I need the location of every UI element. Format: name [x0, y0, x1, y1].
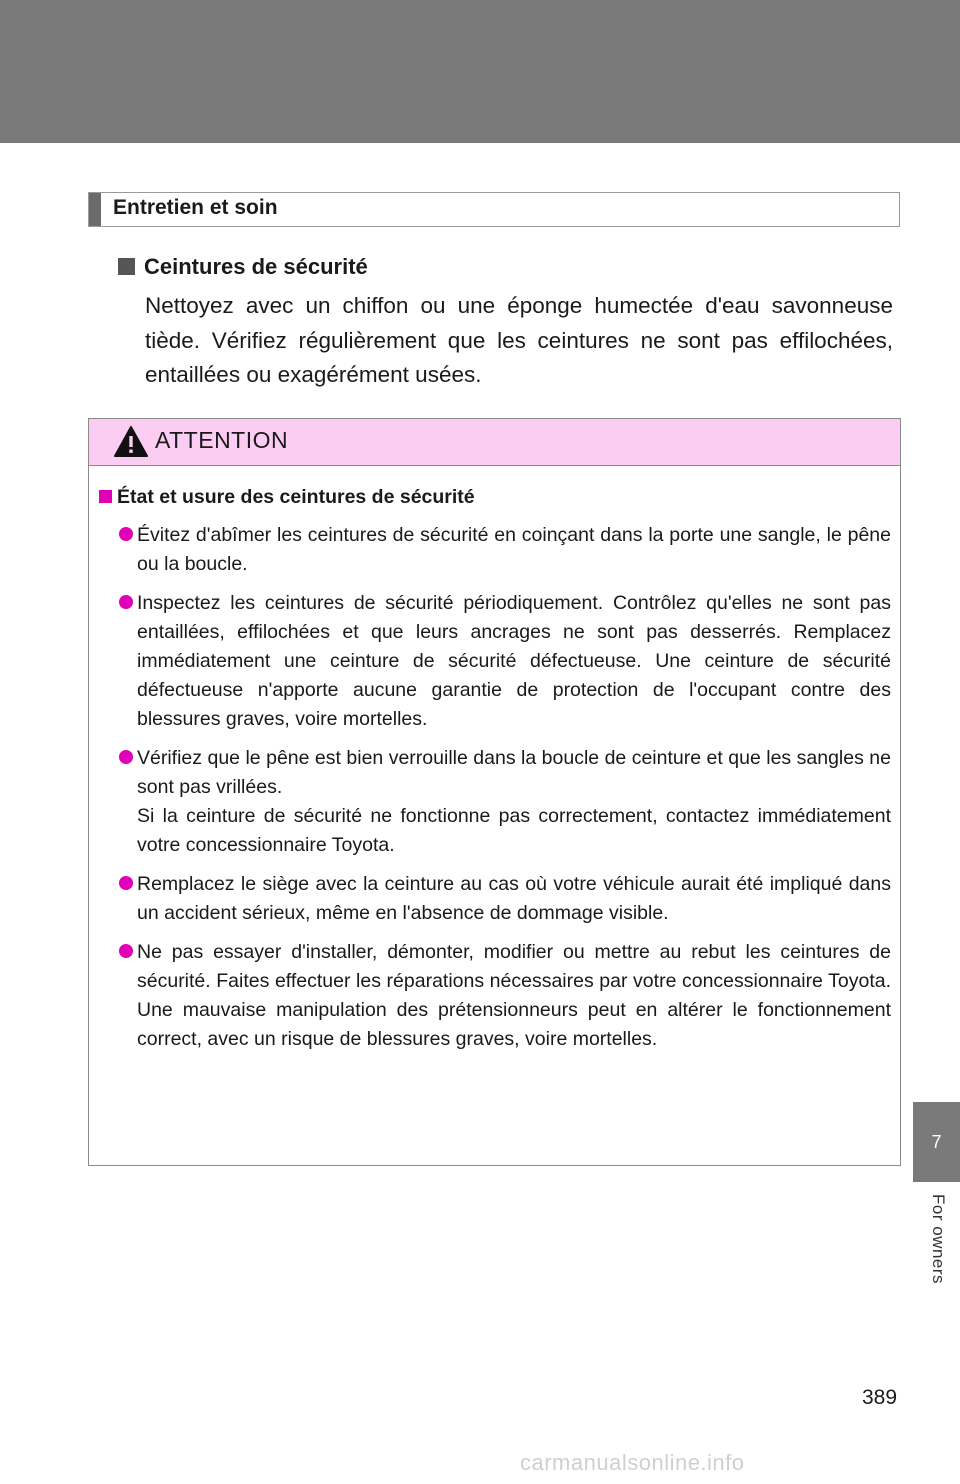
attention-content — [99, 485, 891, 1064]
attention-bullet — [99, 870, 891, 928]
attention-box — [88, 418, 901, 1166]
bullet-text: Vérifiez que le pêne est bien verrouille dans la boucle de ceinture et que les sangles ne sont pas vrillées. Si la ceinture de sécurité ne fonctionne pas correctement, contactez immédiatement votre concessionnaire Toyota. — [137, 747, 891, 856]
page-number: 389 — [862, 1386, 898, 1409]
subsection-title: Ceintures de sécurité — [144, 254, 368, 279]
attention-bullet — [99, 521, 891, 579]
attention-bullet — [99, 744, 891, 860]
attention-header — [89, 419, 900, 466]
section-title: Entretien et soin — [113, 196, 278, 219]
warning-triangle-icon — [113, 425, 149, 459]
bullet-text: Évitez d'abîmer les ceintures de sécurité en coinçant dans la porte une sangle, le pêne ou la boucle. — [137, 524, 891, 575]
watermark: carmanualsonline.info — [520, 1450, 745, 1475]
top-header-band — [0, 0, 960, 143]
attention-subheading — [99, 485, 891, 509]
chapter-label: For owners — [929, 1194, 948, 1285]
bullet-text: Remplacez le siège avec la ceinture au cas où votre véhicule aurait été impliqué dans un accident sérieux, même en l'absence de dommage visible. — [137, 873, 891, 924]
section-header — [88, 192, 900, 227]
subsection-body: Nettoyez avec un chiffon ou une éponge humectée d'eau savonneuse tiède. Vérifiez régulièrement que les ceintures ne sont pas effilochées, entaillées ou exagérément usées. — [145, 293, 893, 387]
circle-bullet-icon — [119, 595, 133, 609]
attention-bullet — [99, 938, 891, 1054]
chapter-number: 7 — [913, 1102, 960, 1182]
section-header-bar — [89, 193, 101, 226]
circle-bullet-icon — [119, 750, 133, 764]
circle-bullet-icon — [119, 944, 133, 958]
attention-bullet — [99, 589, 891, 734]
square-bullet-icon — [118, 258, 135, 275]
circle-bullet-icon — [119, 527, 133, 541]
bullet-text: Inspectez les ceintures de sécurité périodiquement. Contrôlez qu'elles ne sont pas entaillées, effilochées et que leurs ancrages ne sont pas desserrés. Remplacez immédiatement une ceinture de sécurité défectueuse. Une ceinture de sécurité défectueuse n'apporte aucune garantie de protection de l'occupant contre des blessures graves, voire mortelles. — [137, 592, 891, 730]
square-bullet-icon — [99, 490, 112, 503]
chapter-side-tab — [913, 1102, 960, 1452]
attention-title: ATTENTION — [155, 427, 289, 453]
circle-bullet-icon — [119, 876, 133, 890]
attention-heading-text: État et usure des ceintures de sécurité — [117, 486, 475, 508]
bullet-text: Ne pas essayer d'installer, démonter, modifier ou mettre au rebut les ceintures de sécurité. Faites effectuer les réparations nécessaires par votre concessionnaire Toyota. Une mauvaise manipulation des prétensionneurs peut en altérer le fonctionnement correct, avec un risque de blessures graves, voire mortelles. — [137, 941, 891, 1050]
subsection-heading — [118, 254, 368, 280]
